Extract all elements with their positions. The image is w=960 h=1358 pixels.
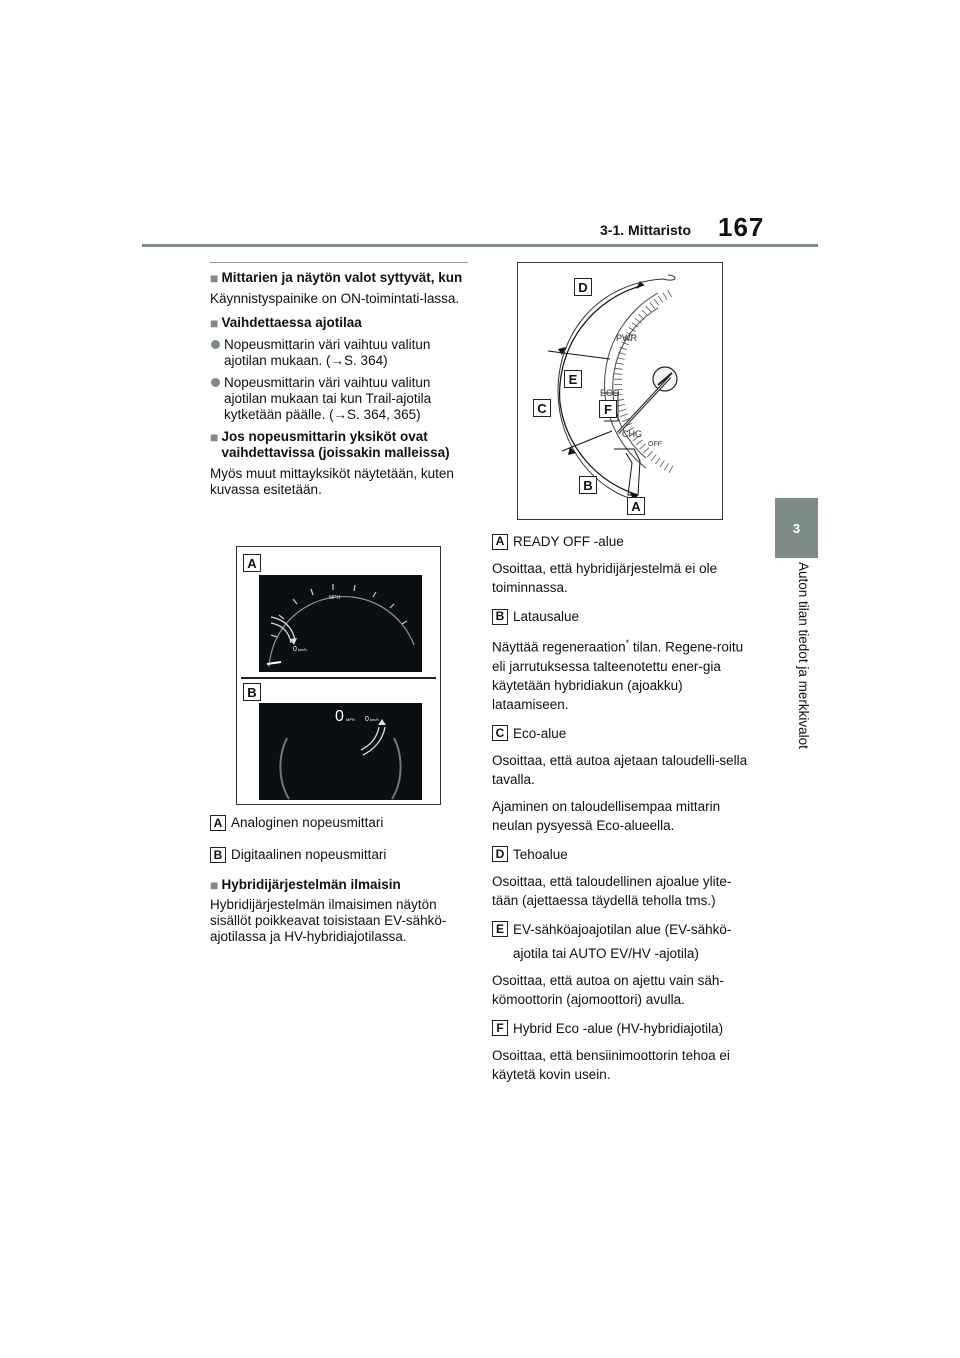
hybrid-gauge-diagram	[518, 263, 722, 519]
page-number: 167	[718, 212, 765, 242]
section-title: 3-1. Mittaristo	[600, 222, 692, 238]
digital-mph-label: MPH	[346, 717, 355, 722]
speedometer-figure	[236, 546, 441, 805]
chg-label: CHG	[622, 429, 642, 439]
item-b-text: Näyttää regeneraation* tilan. Regene-roitu eli jarrutuksessa talteenotettu ener-gia käytetään hybridiakun (ajoakku) lataamiseen.	[492, 638, 744, 712]
gauge-tick	[669, 466, 673, 473]
paragraph-lights: Käynnistyspainike on ON-toimintati-lassa.	[210, 291, 460, 306]
item-c-text-2: Ajaminen on taloudellisempaa mittarin neulan pysyessä Eco-alueella.	[492, 798, 721, 833]
gauge-tick	[646, 306, 652, 312]
caption-a: A Analoginen nopeusmittari	[210, 815, 468, 831]
gauge-tick	[663, 293, 667, 300]
off-label: OFF	[648, 441, 662, 448]
square-bullet-icon: ■	[210, 270, 219, 286]
gauge-label-f: F	[599, 400, 617, 418]
gauge-label-b: B	[579, 476, 597, 494]
gauge-tick	[643, 448, 649, 454]
gauge-label-d: D	[574, 278, 592, 296]
gauge-tick	[651, 455, 656, 461]
analog-speedometer	[259, 575, 422, 672]
pwr-label: PWR	[616, 333, 637, 343]
gauge-tick	[638, 314, 644, 319]
gauge-tick	[655, 458, 660, 464]
chapter-label: Auton tilan tiedot ja merkkivalot	[796, 562, 811, 749]
item-e-title: E EV-sähköajoajotilan alue (EV-sähkö-	[492, 920, 757, 939]
item-b-title: B Latausalue	[492, 607, 757, 626]
gauge-tick	[616, 363, 624, 364]
item-letter-e: E	[492, 921, 508, 937]
eco-label: ECO	[600, 388, 620, 398]
gauge-label-e: E	[564, 370, 582, 388]
digital-small-zero: 0	[365, 716, 369, 723]
digital-zero: 0	[335, 708, 344, 725]
heading-drive-mode: ■ Vaihdettaessa ajotilaa	[210, 315, 362, 331]
item-letter-b: B	[492, 609, 508, 625]
bullet-item: Nopeusmittarin väri vaihtuu valitun ajotilan mukaan. (→S. 364)	[210, 337, 468, 369]
gauge-tick	[636, 440, 642, 445]
header-rule	[142, 244, 818, 247]
gauge-tick	[660, 461, 665, 468]
round-bullet-icon	[211, 340, 220, 349]
figure-label-a: A	[243, 554, 261, 572]
item-a-title: A READY OFF -alue	[492, 532, 757, 551]
gauge-tick	[615, 368, 623, 369]
item-c-text: Osoittaa, että autoa ajetaan taloudelli-sella tavalla.	[492, 752, 748, 787]
gauge-tick	[664, 463, 668, 470]
gauge-tick	[635, 318, 641, 323]
item-a-text: Osoittaa, että hybridijärjestelmä ei ole toiminnassa.	[492, 561, 718, 595]
gauge-tick	[658, 296, 663, 303]
figure-label-b: B	[243, 683, 261, 701]
left-column-bottom	[210, 815, 468, 945]
hybrid-indicator-figure	[517, 262, 723, 520]
gauge-tick	[640, 444, 646, 449]
digital-kmh-label: km/h	[370, 717, 379, 722]
gauge-tick	[616, 399, 624, 401]
gauge-tick	[654, 299, 659, 305]
mph-unit-label: MPH	[329, 595, 341, 601]
caption-letter-a: A	[210, 815, 226, 831]
paragraph-units: Myös muut mittayksiköt näytetään, kuten kuvassa esitetään.	[210, 466, 454, 497]
square-bullet-icon: ■	[210, 429, 219, 445]
heading-hybrid-indicator: ■ Hybridijärjestelmän ilmaisin	[210, 877, 401, 893]
right-column	[492, 532, 757, 1084]
round-bullet-icon	[211, 378, 220, 387]
item-letter-a: A	[492, 534, 508, 550]
gauge-tick	[642, 310, 648, 315]
digital-speedometer	[259, 703, 422, 800]
item-d-text: Osoittaa, että taloudellinen ajoalue ylite-tään (ajettaessa täydellä teholla tms.)	[492, 873, 732, 908]
square-bullet-icon: ■	[210, 315, 219, 331]
item-e-title-cont: ajotila tai AUTO EV/HV -ajotila)	[513, 945, 699, 961]
gauge-tick	[617, 358, 625, 360]
item-f-title: F Hybrid Eco -alue (HV-hybridiajotila)	[492, 1019, 757, 1038]
gauge-tick	[614, 374, 622, 375]
gauge-tick	[650, 303, 655, 309]
gauge-tick	[647, 451, 652, 457]
bullet-item: Nopeusmittarin väri vaihtuu valitun ajotilan mukaan tai kun Trail-ajotila kytketään päälle. (→S. 364, 365)	[210, 375, 468, 423]
gauge-tick	[668, 290, 672, 297]
figure-divider	[241, 677, 436, 679]
heading-units: ■ Jos nopeusmittarin yksiköt ovat vaihdettavissa (joissakin malleissa)	[210, 429, 450, 460]
item-d-title: D Tehoalue	[492, 845, 757, 864]
gauge-label-a: A	[627, 497, 645, 515]
item-c-title: C Eco-alue	[492, 724, 757, 743]
caption-b: B Digitaalinen nopeusmittari	[210, 847, 468, 863]
item-e-text: Osoittaa, että autoa on ajettu vain säh-kömoottorin (ajomoottori) avulla.	[492, 972, 724, 1007]
kmh-unit-label: km/h	[298, 647, 307, 652]
item-letter-c: C	[492, 725, 508, 741]
square-bullet-icon: ■	[210, 877, 219, 893]
item-letter-f: F	[492, 1020, 508, 1036]
gauge-tick	[619, 409, 627, 411]
left-column-top	[210, 270, 468, 498]
item-f-text: Osoittaa, että bensiinimoottorin tehoa ei käytetä kovin usein.	[492, 1047, 730, 1082]
item-letter-d: D	[492, 846, 508, 862]
heading-lights: ■ Mittarien ja näytön valot syttyvät, kun	[210, 270, 463, 286]
gauge-tick	[620, 414, 628, 417]
paragraph-hybrid: Hybridijärjestelmän ilmaisimen näytön sisällöt poikkeavat toisistaan EV-sähkö-ajotilassa ja HV-hybridiajotilassa.	[210, 897, 447, 944]
caption-letter-b: B	[210, 847, 226, 863]
column-rule	[210, 262, 468, 263]
gauge-label-c: C	[533, 399, 551, 417]
analog-zero: 0	[293, 646, 297, 653]
chapter-tab: 3	[775, 498, 818, 558]
